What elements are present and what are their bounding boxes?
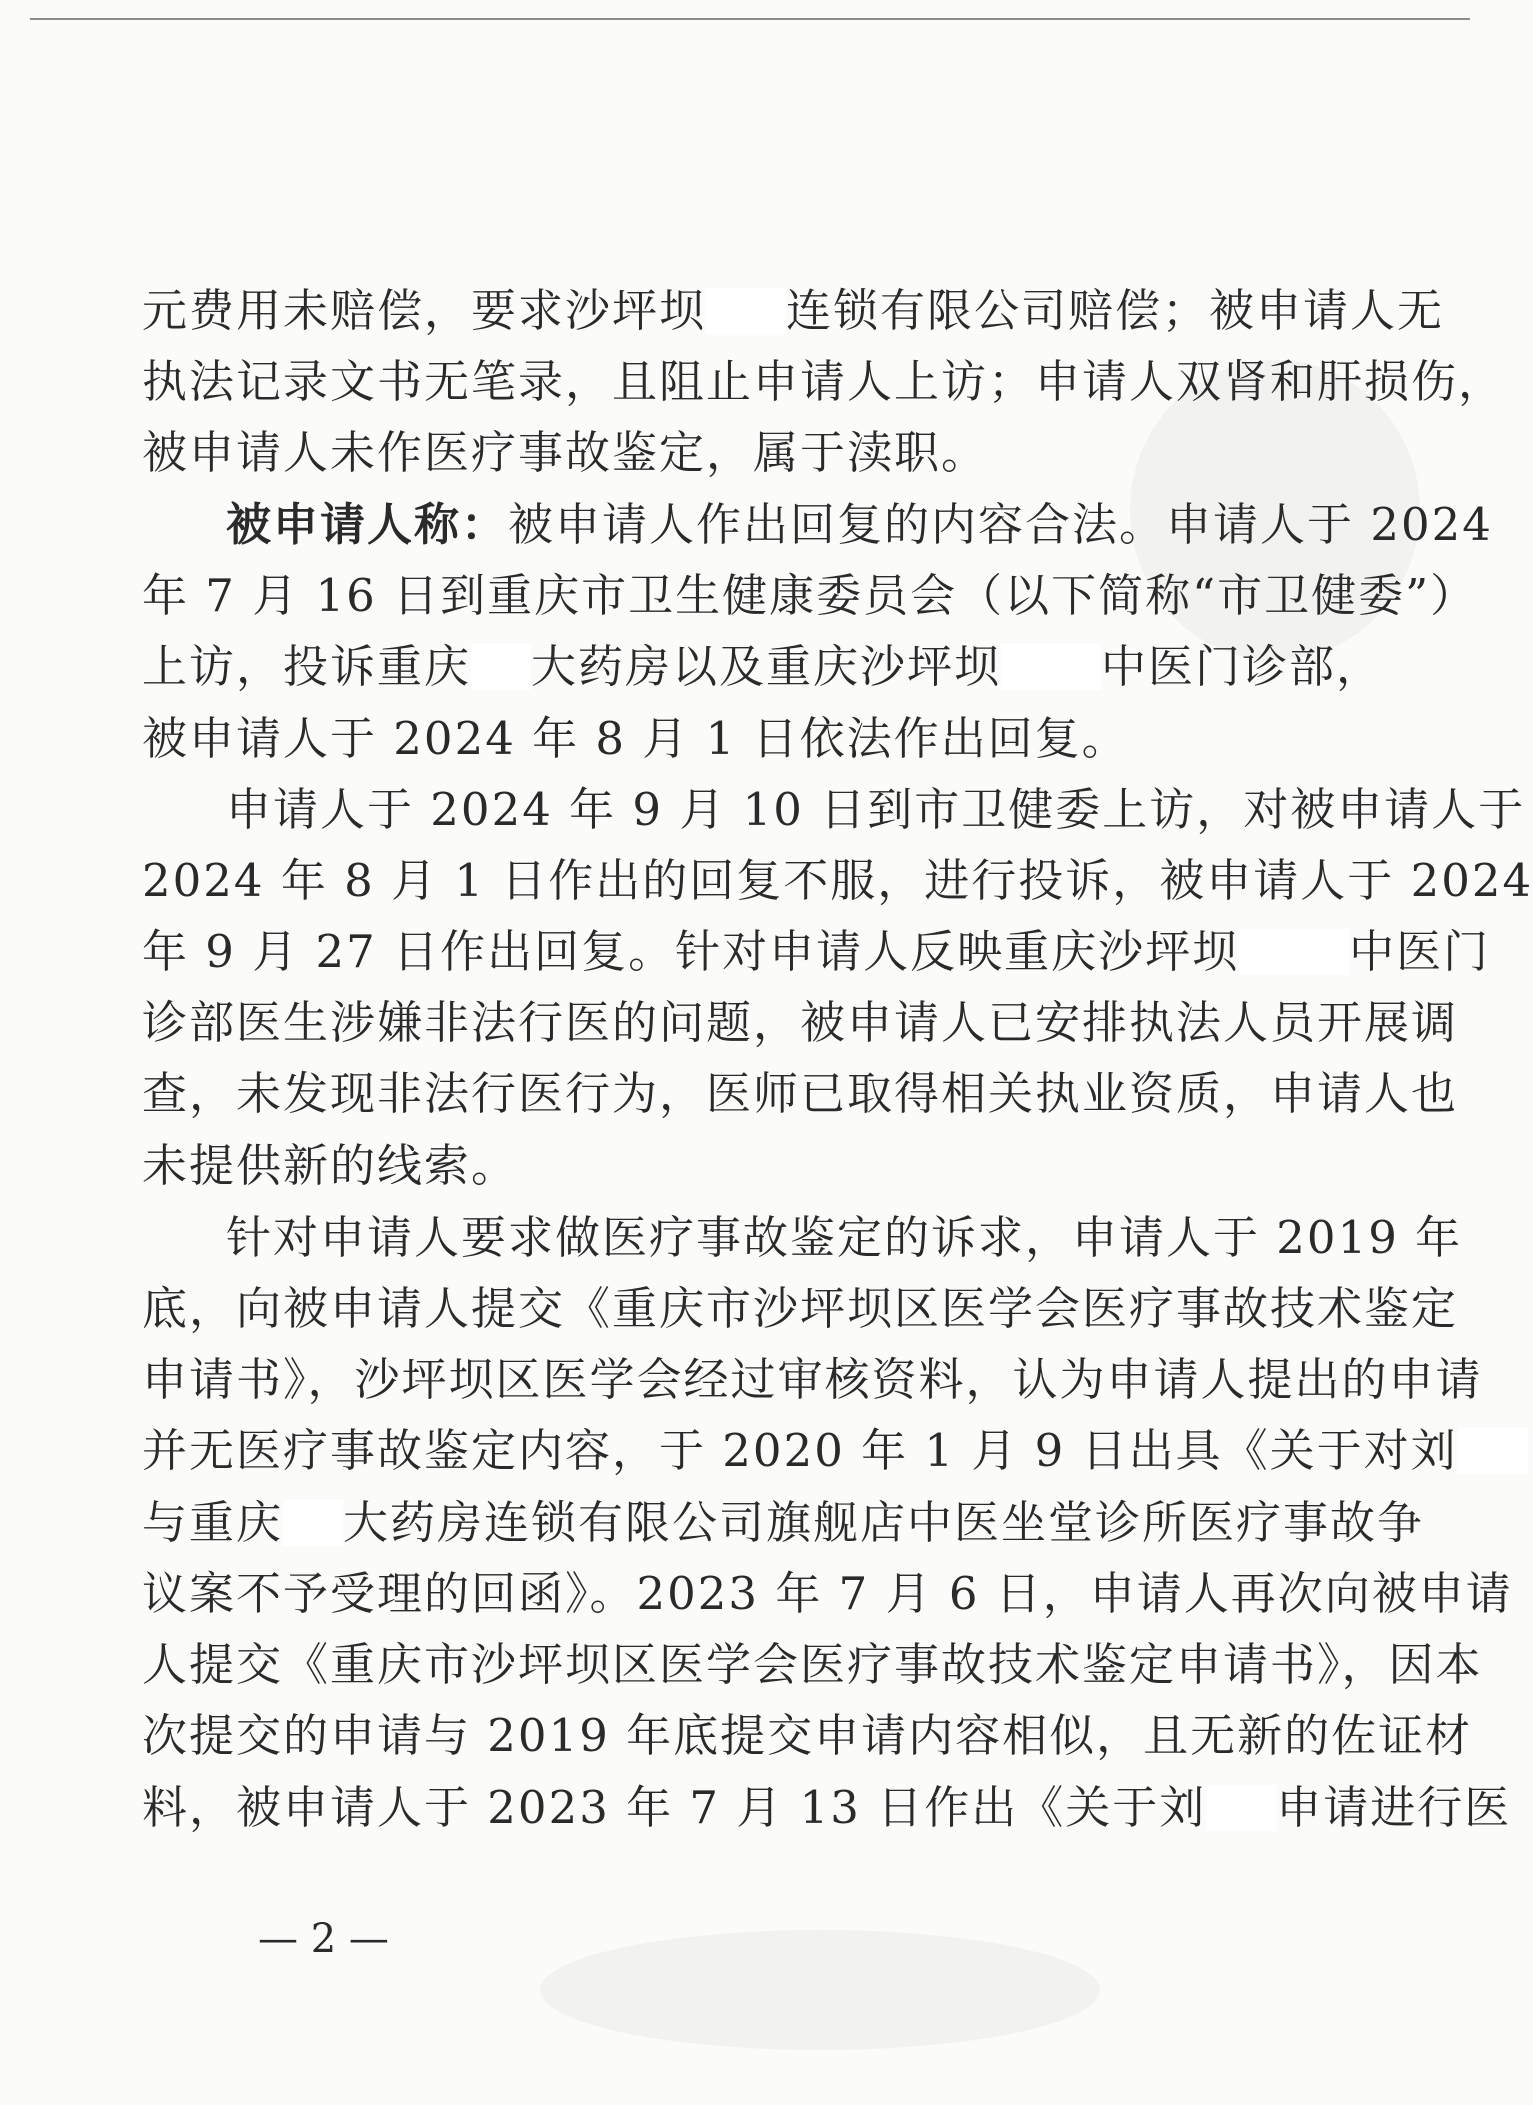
- text-line: [142, 1138, 518, 1194]
- text-line: [142, 995, 1458, 1051]
- text-line: [142, 639, 1383, 695]
- text-segment: 未提供新的线索。: [142, 1139, 519, 1192]
- text-segment: 次提交的申请与 2019 年底提交申请内容相似，且无新的佐证材: [142, 1709, 1473, 1762]
- redaction-box: [706, 288, 786, 334]
- text-line: [142, 853, 1533, 909]
- redaction-box: [1239, 929, 1349, 975]
- text-line: [142, 283, 1444, 339]
- text-segment: 底，向被申请人提交《重庆市沙坪坝区医学会医疗事故技术鉴定: [142, 1282, 1459, 1335]
- redaction-box: [283, 1500, 343, 1546]
- text-segment: 执法记录文书无笔录，且阻止申请人上访；申请人双肾和肝损伤，: [142, 355, 1506, 408]
- text-segment: 年 7 月 16 日到重庆市卫生健康委员会（以下简称“市卫健委”）: [142, 569, 1478, 622]
- top-edge-line: [30, 18, 1470, 20]
- text-line: [142, 711, 1129, 767]
- text-line: [226, 497, 1493, 553]
- text-segment: 被申请人未作医疗事故鉴定，属于渎职。: [142, 426, 989, 479]
- text-segment: 年 9 月 27 日作出回复。针对申请人反映重庆沙坪坝: [142, 925, 1240, 978]
- text-line: [142, 1352, 1483, 1408]
- redaction-box: [1001, 644, 1101, 690]
- text-segment: 申请进行医: [1276, 1781, 1512, 1834]
- text-segment: 查，未发现非法行医行为，医师已取得相关执业资质，申请人也: [142, 1067, 1459, 1120]
- text-line: [142, 354, 1505, 410]
- text-segment: 被申请人于 2024 年 8 月 1 日依法作出回复。: [142, 712, 1129, 765]
- text-line: [142, 1066, 1458, 1122]
- page-number: — 2 —: [258, 1916, 389, 1962]
- text-segment: 人提交《重庆市沙坪坝区医学会医疗事故技术鉴定申请书》，因本: [142, 1638, 1483, 1691]
- redaction-box: [1206, 1785, 1276, 1831]
- text-line: [226, 1210, 1462, 1266]
- text-segment: 被申请人作出回复的内容合法。申请人于 2024: [508, 498, 1493, 551]
- text-line: [142, 1780, 1511, 1836]
- text-line: [142, 1423, 1528, 1479]
- text-line: [226, 782, 1525, 838]
- redaction-box: [1458, 1428, 1528, 1474]
- text-segment: 诊部医生涉嫌非法行医的问题，被申请人已安排执法人员开展调: [142, 996, 1459, 1049]
- text-segment: 2024 年 8 月 1 日作出的回复不服，进行投诉，被申请人于 2024: [142, 854, 1533, 907]
- text-segment: 中医门诊部，: [1101, 640, 1384, 693]
- text-segment: 元费用未赔偿，要求沙坪坝: [142, 284, 707, 337]
- text-segment: 议案不予受理的回函》。2023 年 7 月 6 日，申请人再次向被申请: [142, 1567, 1513, 1620]
- text-line: [142, 1495, 1424, 1551]
- text-line: [142, 924, 1490, 980]
- text-line: [142, 1708, 1472, 1764]
- text-segment: 申请书》，沙坪坝区医学会经过审核资料，认为申请人提出的申请: [142, 1353, 1483, 1406]
- text-segment: 与重庆: [142, 1496, 284, 1549]
- text-segment: 大药房连锁有限公司旗舰店中医坐堂诊所医疗事故争: [343, 1496, 1425, 1549]
- text-line: [142, 568, 1477, 624]
- text-segment: 大药房以及重庆沙坪坝: [531, 640, 1002, 693]
- text-segment: 申请人于 2024 年 9 月 10 日到市卫健委上访，对被申请人于: [226, 783, 1526, 836]
- text-segment: 上访，投诉重庆: [142, 640, 472, 693]
- text-segment: 针对申请人要求做医疗事故鉴定的诉求，申请人于 2019 年: [226, 1211, 1463, 1264]
- text-segment: 并无医疗事故鉴定内容，于 2020 年 1 月 9 日出具《关于对刘: [142, 1424, 1458, 1477]
- text-segment: 料，被申请人于 2023 年 7 月 13 日作出《关于刘: [142, 1781, 1207, 1834]
- section-heading: 被申请人称：: [226, 498, 509, 551]
- text-line: [142, 1281, 1458, 1337]
- text-line: [142, 1566, 1513, 1622]
- text-line: [142, 1637, 1483, 1693]
- scan-bleed-through: [540, 1930, 1100, 2050]
- redaction-box: [471, 644, 531, 690]
- text-segment: 连锁有限公司赔偿；被申请人无: [786, 284, 1445, 337]
- text-line: [142, 425, 988, 481]
- text-segment: 中医门: [1349, 925, 1491, 978]
